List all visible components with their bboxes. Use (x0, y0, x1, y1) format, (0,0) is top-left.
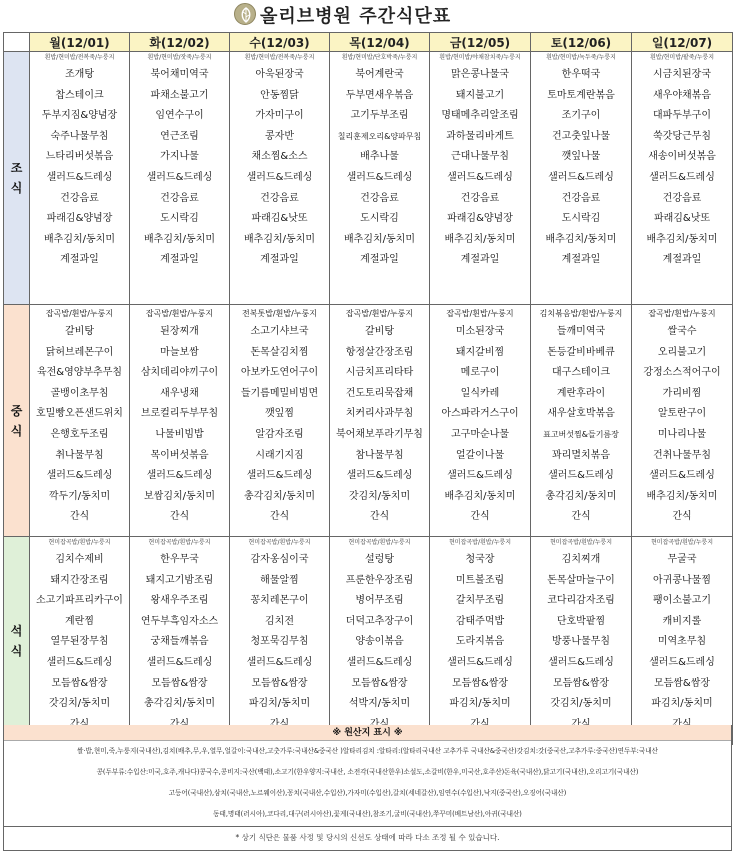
menu-item: 더덕고추장구이 (345, 615, 414, 627)
day-header: 월(12/01) (30, 33, 130, 52)
dinner-menu-cell (30, 537, 130, 745)
menu-item: 꽁치레몬구이 (250, 595, 309, 607)
menu-item: 조기구이 (561, 110, 601, 122)
menu-item: 김치수제비 (55, 554, 104, 565)
menu-item: 왕새우주조림 (150, 595, 209, 607)
breakfast-rice-options: 흰밥/현미밥/야채참치죽/누룽지 (439, 54, 521, 61)
breakfast-rice-options: 흰밥/현미밥/잣죽/누룽지 (147, 54, 212, 61)
menu-item: 가지나물 (160, 151, 199, 163)
menu-item: 대파두부구이 (653, 110, 711, 122)
menu-item: 알감자조림 (255, 428, 304, 440)
menu-item: 대구스테이크 (552, 367, 610, 379)
menu-item: 칠리훈제오리&양파무침 (337, 131, 422, 141)
menu-item: 잡곡밥/흰밥/누룽지 (648, 309, 716, 318)
menu-item: 잡곡밥/흰밥/누룽지 (345, 309, 414, 318)
menu-item: 단호박팥찜 (556, 615, 606, 627)
breakfast-label: 조식 (4, 52, 30, 305)
menu-item: 두부지짐&양념장 (41, 110, 118, 122)
menu-item: 도라지볶음 (455, 636, 505, 648)
menu-item: 배추김치/동치미 (646, 233, 718, 245)
menu-item: 숙주나물무침 (50, 130, 109, 142)
menu-item: 갈비탕 (365, 326, 394, 337)
menu-item: 파래김&양념장 (447, 213, 513, 225)
page-header (0, 0, 735, 32)
menu-item: 건강음료 (360, 192, 399, 204)
dinner-menu-cell (130, 537, 230, 745)
menu-item: 감태주먹밥 (455, 615, 505, 627)
menu-item: 취나물무침 (55, 449, 104, 461)
breakfast-menu-cell (632, 52, 733, 305)
menu-item: 무굴국 (667, 554, 697, 565)
menu-item: 샐러드&드레싱 (548, 656, 614, 668)
menu-item: 간식 (672, 511, 692, 523)
lunch-menu-cell (230, 305, 330, 537)
menu-item: 과하물리바게트 (446, 130, 514, 142)
menu-item: 들기름메밀비빔면 (240, 387, 319, 399)
dinner-rice-options: 현미잡곡밥/흰밥/누룽지 (448, 539, 511, 546)
menu-item: 보쌈김치/동치미 (144, 490, 215, 502)
menu-item: 간식 (470, 511, 490, 523)
menu-item: 방풍나물무침 (552, 636, 610, 648)
lunch-menu-cell (632, 305, 733, 537)
menu-item: 깍두기/동치미 (48, 490, 111, 502)
menu-item: 북어채보푸라기무침 (336, 428, 423, 440)
menu-item: 배추김치/동치미 (646, 490, 718, 502)
dinner-rice-options: 현미잡곡밥/흰밥/누룽지 (348, 539, 411, 546)
menu-item: 표고버섯찜&들기름장 (543, 429, 619, 439)
lunch-menu-cell (130, 305, 230, 537)
dinner-menu-cell (230, 537, 330, 745)
menu-item: 토마토계란볶음 (547, 89, 615, 101)
menu-item: 샐러드&드레싱 (246, 171, 313, 183)
day-header: 화(12/02) (130, 33, 230, 52)
menu-item: 연두부흑임자소스 (140, 615, 219, 627)
menu-item: 메로구이 (460, 367, 500, 379)
menu-item: 육전&영양부추무침 (36, 367, 123, 379)
menu-item: 샐러드&드레싱 (246, 656, 313, 668)
menu-item: 골뱅이초무침 (50, 387, 109, 399)
menu-item: 강정소스적어구이 (643, 367, 721, 379)
menu-item: 미역초무침 (657, 636, 707, 648)
menu-item: 배추김치/동치미 (144, 233, 215, 245)
menu-item: 나물비빔밥 (155, 428, 204, 440)
menu-item: 시금치된장국 (653, 69, 711, 80)
dinner-menu-cell (632, 537, 733, 745)
dinner-rice-options: 현미잡곡밥/흰밥/누룽지 (48, 539, 111, 546)
menu-item: 파래김&낫또 (251, 213, 308, 225)
menu-item: 도시락김 (561, 213, 601, 225)
menu-item: 돼지고기밤조림 (145, 574, 214, 586)
menu-item: 갓김치/동치미 (550, 698, 612, 710)
menu-item: 오리불고기 (657, 346, 707, 358)
menu-item: 조개탕 (65, 69, 94, 80)
menu-item: 잡곡밥/흰밥/누룽지 (145, 309, 214, 318)
menu-item: 파래김&낫또 (653, 213, 711, 225)
menu-item: 북어채미역국 (150, 69, 209, 80)
menu-item: 샐러드&드레싱 (146, 656, 213, 668)
breakfast-rice-options: 흰밥/현미밥/전복죽/누룽지 (244, 54, 315, 61)
origin-title: ※ 원산지 표시 ※ (4, 725, 731, 741)
menu-item: 들깨미역국 (556, 326, 606, 337)
menu-item: 목이버섯볶음 (150, 449, 209, 461)
menu-item: 아귀콩나물찜 (653, 574, 711, 586)
menu-item: 김치볶음밥/흰밥/누룽지 (539, 309, 623, 318)
menu-item: 도시락김 (360, 213, 399, 225)
dinner-rice-options: 현미잡곡밥/흰밥/누룽지 (148, 539, 211, 546)
menu-item: 돈목살김치찜 (250, 346, 309, 358)
menu-item: 쑥갓당근무침 (653, 130, 711, 142)
menu-item: 도시락김 (160, 213, 199, 225)
menu-item: 계절과일 (561, 254, 601, 266)
menu-item: 샐러드&드레싱 (46, 656, 113, 668)
menu-item: 닭허브레몬구이 (45, 346, 114, 358)
menu-item: 샐러드&드레싱 (447, 656, 513, 668)
dinner-rice-options: 현미잡곡밥/흰밥/누룽지 (549, 539, 612, 546)
menu-item: 간식 (169, 511, 190, 523)
menu-item: 계란찜 (65, 615, 94, 627)
menu-item: 미소된장국 (455, 326, 505, 337)
menu-item: 프룬한우장조림 (345, 574, 414, 586)
menu-item: 배추김치/동치미 (545, 233, 617, 245)
page-title: 올리브병원 주간식단표 (260, 6, 452, 27)
origin-section (3, 725, 732, 827)
menu-item: 캐비지롤 (662, 615, 702, 627)
menu-item: 샐러드&드레싱 (146, 470, 213, 482)
menu-item: 배추김치/동치미 (444, 490, 516, 502)
menu-item: 고기두부조림 (350, 110, 409, 122)
weekly-menu-table (3, 32, 733, 745)
menu-item: 돼지간장조림 (50, 574, 109, 586)
menu-item: 갈치무조림 (455, 595, 505, 607)
menu-item: 모듬쌈&쌈장 (552, 677, 610, 689)
breakfast-menu-cell (430, 52, 531, 305)
menu-item: 궁채들깨볶음 (150, 636, 209, 648)
menu-item: 한우무국 (160, 554, 199, 565)
menu-item: 샐러드&드레싱 (447, 470, 513, 482)
menu-item: 시금치프리타타 (345, 367, 414, 379)
menu-item: 계절과일 (260, 254, 299, 266)
menu-item: 계절과일 (60, 254, 99, 266)
menu-item: 간식 (571, 511, 591, 523)
menu-item: 채소찜&소스 (251, 151, 308, 163)
menu-item: 콩자반 (265, 130, 294, 142)
menu-item: 배추김치/동치미 (344, 233, 415, 245)
menu-item: 파채소불고기 (150, 89, 209, 101)
dinner-menu-cell (330, 537, 430, 745)
menu-item: 건고춧잎나물 (552, 130, 610, 142)
menu-item: 갓김치/동치미 (48, 698, 111, 710)
dinner-rice-options: 현미잡곡밥/흰밥/누룽지 (248, 539, 311, 546)
menu-item: 돈등갈비바베큐 (547, 346, 615, 358)
lunch-menu-cell (330, 305, 430, 537)
day-header: 수(12/03) (230, 33, 330, 52)
dinner-rice-options: 현미잡곡밥/흰밥/누룽지 (650, 539, 713, 546)
menu-item: 샐러드&드레싱 (346, 171, 413, 183)
menu-item: 팽이소불고기 (653, 595, 711, 607)
menu-item: 총각김치/동치미 (144, 698, 215, 710)
menu-item: 소고기샤브국 (250, 326, 309, 337)
menu-item: 가리비찜 (662, 387, 702, 399)
menu-item: 설렁탕 (365, 554, 394, 565)
menu-item: 갈비탕 (65, 326, 94, 337)
menu-item: 느타리버섯볶음 (45, 151, 114, 163)
menu-item: 코다리감자조림 (547, 595, 615, 607)
menu-item: 돈목살마늘구이 (547, 574, 615, 586)
menu-item: 아욱된장국 (255, 69, 304, 80)
menu-item: 새송이버섯볶음 (648, 151, 716, 163)
menu-item: 두부면새우볶음 (345, 89, 414, 101)
menu-item: 계절과일 (662, 254, 702, 266)
origin-line: 고등어(국내산),삼치(국내산,노르웨이산),꽁치(국내산,수입산),가자미(수입산),갈치(세네갈산),임연수(수입산),낙지(중국산),오징어(국내산) (168, 789, 567, 797)
menu-item: 잡곡밥/흰밥/누룽지 (45, 309, 114, 318)
menu-item: 샐러드&드레싱 (46, 171, 113, 183)
menu-item: 북어계란국 (355, 69, 404, 80)
menu-item: 배추김치/동치미 (444, 233, 516, 245)
menu-item: 쌀국수 (667, 326, 697, 337)
day-header: 금(12/05) (430, 33, 531, 52)
menu-item: 건도토리묵잡채 (345, 387, 414, 399)
menu-item: 돼지불고기 (455, 89, 505, 101)
menu-item: 건강음료 (561, 192, 601, 204)
menu-item: 전복톳밥/흰밥/누룽지 (242, 309, 317, 318)
origin-line: 동태,명태(러시아),코다리,대구(러시아산),꽃게(국내산),참조기,굴비(국내산),쭈꾸미(베트남산),아귀(국내산) (213, 810, 522, 818)
dinner-menu-cell (531, 537, 632, 745)
menu-item: 배추김치/동치미 (244, 233, 315, 245)
menu-item: 항정살간장조림 (345, 346, 414, 358)
menu-item: 감자옹심이국 (250, 554, 309, 565)
menu-item: 안동찜닭 (260, 89, 299, 101)
menu-item: 해물알찜 (260, 574, 299, 586)
breakfast-rice-options: 흰밥/현미밥/녹두죽/누룽지 (546, 54, 616, 61)
menu-item: 된장찌개 (160, 326, 199, 337)
menu-item: 샐러드&드레싱 (46, 470, 113, 482)
menu-item: 샐러드&드레싱 (649, 470, 715, 482)
menu-item: 근대나물무침 (451, 151, 509, 163)
menu-item: 석박지/동치미 (348, 698, 411, 710)
menu-item: 샐러드&드레싱 (447, 171, 513, 183)
menu-item: 마늘보쌈 (160, 346, 199, 358)
menu-item: 계절과일 (460, 254, 500, 266)
menu-item: 깻잎나물 (561, 151, 601, 163)
menu-item: 건강음료 (460, 192, 500, 204)
breakfast-menu-cell (30, 52, 130, 305)
menu-item: 배추김치/동치미 (44, 233, 115, 245)
menu-item: 돼지갈비찜 (455, 346, 505, 358)
menu-item: 시래기지짐 (255, 449, 304, 461)
menu-item: 미트볼조림 (455, 574, 505, 586)
menu-item: 은행호두조림 (50, 428, 109, 440)
menu-item: 임연수구이 (155, 110, 204, 122)
menu-item: 한우떡국 (561, 69, 601, 80)
menu-item: 브로컬리두부무침 (140, 408, 219, 420)
origin-line: 콩(두부류:수입산:미국,호주,캐나다)콩국수,콩비지:국산(백태),소고기(한우양지:국내산, 소전각(국내산한우)소설도,소갈비(한우,미국산,호주산)돈육(국내산),닭고기(국내산),오리고기(국내산) (96, 768, 639, 776)
breakfast-menu-cell (531, 52, 632, 305)
menu-item: 소고기파프리카구이 (36, 595, 123, 607)
menu-item: 알토란구이 (657, 408, 707, 420)
day-header: 일(12/07) (632, 33, 733, 52)
menu-item: 열무된장무침 (50, 636, 109, 648)
menu-item: 고구마순나물 (451, 428, 509, 440)
menu-item: 찹스테이크 (55, 89, 104, 101)
breakfast-rice-options: 흰밥/현미밥/단호박죽/누룽지 (341, 54, 418, 61)
menu-item: 삼치데리야끼구이 (140, 367, 219, 379)
menu-item: 모듬쌈&쌈장 (51, 677, 108, 689)
dinner-menu-cell (430, 537, 531, 745)
breakfast-menu-cell (130, 52, 230, 305)
menu-item: 샐러드&드레싱 (649, 656, 715, 668)
day-header: 토(12/06) (531, 33, 632, 52)
menu-item: 얼갈이나물 (455, 449, 505, 461)
footer-note: * 상기 식단은 물품 사정 및 당시의 신선도 상태에 따라 다소 조정 될 수 있습니다. (3, 827, 732, 851)
menu-item: 호밀빵오픈샌드위치 (36, 408, 123, 420)
menu-item: 모듬쌈&쌈장 (351, 677, 408, 689)
menu-item: 참나물무침 (355, 449, 404, 461)
menu-item: 치커리사과무침 (345, 408, 414, 420)
lunch-menu-cell (531, 305, 632, 537)
menu-item: 계절과일 (360, 254, 399, 266)
menu-item: 건강음료 (662, 192, 702, 204)
menu-item: 새우살호박볶음 (547, 408, 615, 420)
menu-item: 청국장 (465, 554, 495, 565)
menu-item: 갓김치/동치미 (348, 490, 411, 502)
menu-item: 샐러드&드레싱 (649, 171, 715, 183)
breakfast-menu-cell (230, 52, 330, 305)
menu-item: 양송이볶음 (355, 636, 404, 648)
menu-item: 새우야채볶음 (653, 89, 711, 101)
breakfast-rice-options: 흰밥/현미밥/팥죽/누룽지 (649, 54, 715, 61)
menu-item: 계절과일 (160, 254, 199, 266)
menu-item: 연근조림 (160, 130, 199, 142)
menu-item: 파김치/동치미 (248, 698, 311, 710)
menu-item: 청포묵김무침 (250, 636, 309, 648)
menu-item: 잡곡밥/흰밥/누룽지 (446, 309, 514, 318)
lunch-label: 중식 (4, 305, 30, 537)
menu-item: 샐러드&드레싱 (548, 171, 614, 183)
menu-item: 건강음료 (260, 192, 299, 204)
menu-item: 김치전 (265, 615, 294, 627)
menu-item: 일식카레 (460, 387, 500, 399)
menu-item: 맑은콩나물국 (451, 69, 509, 80)
menu-item: 꽈리멸치볶음 (552, 449, 610, 461)
menu-item: 가자미구이 (255, 110, 304, 122)
menu-item: 파김치/동치미 (651, 698, 713, 710)
menu-item: 샐러드&드레싱 (146, 171, 213, 183)
menu-item: 계란후라이 (556, 387, 606, 399)
menu-item: 아보카도연어구이 (240, 367, 319, 379)
menu-item: 건취나물무침 (653, 449, 711, 461)
dinner-label: 석식 (4, 537, 30, 745)
menu-item: 깻잎찜 (265, 408, 294, 420)
menu-item: 샐러드&드레싱 (346, 470, 413, 482)
menu-item: 아스파라거스구이 (441, 408, 519, 420)
menu-item: 샐러드&드레싱 (548, 470, 614, 482)
menu-item: 샐러드&드레싱 (246, 470, 313, 482)
menu-item: 명태메추리알조림 (441, 110, 519, 122)
menu-item: 총각김치/동치미 (545, 490, 617, 502)
menu-item: 샐러드&드레싱 (346, 656, 413, 668)
menu-item: 건강음료 (160, 192, 199, 204)
menu-item: 간식 (269, 511, 290, 523)
menu-item: 병어무조림 (355, 595, 404, 607)
menu-item: 모듬쌈&쌈장 (151, 677, 208, 689)
menu-item: 모듬쌈&쌈장 (451, 677, 509, 689)
lunch-menu-cell (30, 305, 130, 537)
breakfast-rice-options: 흰밥/현미밥/전복죽/누룽지 (44, 54, 115, 61)
menu-item: 간식 (69, 511, 90, 523)
menu-item: 배추나물 (360, 151, 399, 163)
menu-item: 파래김&양념장 (46, 213, 113, 225)
menu-item: 건강음료 (60, 192, 99, 204)
day-header: 목(12/04) (330, 33, 430, 52)
menu-item: 간식 (369, 511, 390, 523)
menu-item: 총각김치/동치미 (244, 490, 315, 502)
lunch-menu-cell (430, 305, 531, 537)
menu-item: 김치찌개 (561, 554, 601, 565)
menu-item: 파김치/동치미 (449, 698, 511, 710)
menu-item: 미나리나물 (657, 428, 707, 440)
menu-item: 모듬쌈&쌈장 (653, 677, 711, 689)
breakfast-menu-cell (330, 52, 430, 305)
menu-item: 모듬쌈&쌈장 (251, 677, 308, 689)
menu-item: 새우냉채 (160, 387, 199, 399)
origin-line: 쌀·밥,현미,죽,누룽지(국내산),김치(배추,무,우,열무,얼갈이:국내산,고춧가루:국내산&중국산 )알타리김치 :알타리:(알타리국내산 고추가루 국내산&중국산)갓김치:갓(중국산,고추가루:중국산)연두부:국내산 (76, 747, 659, 755)
corner-cell (4, 33, 30, 52)
olive-leaf-icon (234, 3, 256, 25)
